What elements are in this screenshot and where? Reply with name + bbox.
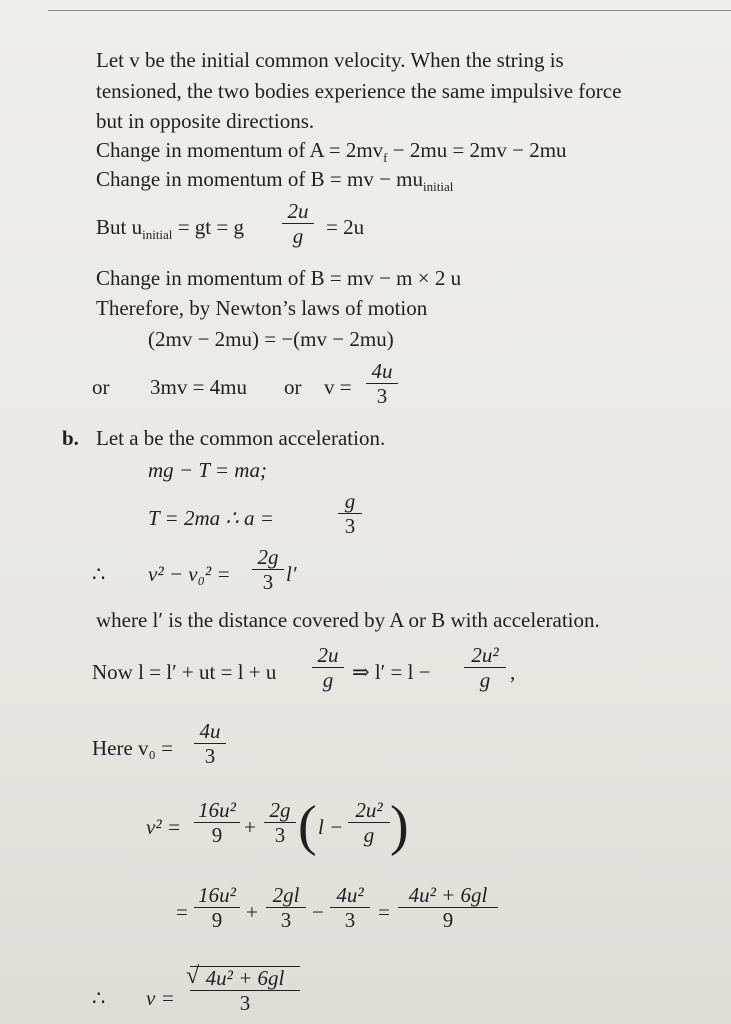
result-fraction-2: 2gl 3: [266, 884, 306, 931]
v2-plus: +: [244, 815, 256, 839]
momentum-b: Change in momentum of B = mv − $mu_{initial}$: [96, 167, 454, 195]
u-initial-line: But $u_{initial}$ = gt = g: [96, 215, 244, 243]
now-fraction-1: 2u g: [312, 644, 344, 691]
here-fraction: 4u 3: [194, 720, 226, 767]
part-b-label: b.: [62, 426, 79, 450]
result-minus: −: [312, 900, 324, 924]
or-1: or: [92, 375, 110, 399]
v2-fraction-2: 2g 3: [264, 799, 296, 846]
result-fraction-1: 16u² 9: [194, 884, 240, 931]
v-equals: v =: [324, 375, 352, 399]
momentum-b-2: Change in momentum of B = mv − m × 2 u: [96, 266, 462, 290]
or-2: or: [284, 375, 302, 399]
result-equals-2: =: [378, 900, 390, 924]
v-fraction: 4u 3: [366, 360, 398, 407]
intro-line-2: tensioned, the two bodies experience the same impulsive force: [96, 79, 622, 103]
part-b-text: Let a be the common acceleration.: [96, 426, 386, 450]
therefore-1: ∴: [92, 562, 106, 586]
part-b-eq1: mg − T = ma;: [148, 458, 267, 482]
here-line: Here v₀ =: [92, 736, 173, 760]
now-mid: ⇒ l′ = l −: [352, 660, 431, 684]
v2-label: v² =: [146, 815, 182, 839]
paren-right: ): [390, 795, 409, 857]
momentum-a: Change in momentum of $A = 2mv_f - 2mu = 2mv - 2mu$: [96, 138, 567, 166]
top-rule: [48, 10, 731, 11]
paren-left: (: [298, 795, 317, 857]
paren-l: l −: [318, 815, 344, 839]
part-b-eq2: T = 2ma ∴ a =: [148, 506, 274, 530]
or-eq-1: 3mv = 4mu: [150, 375, 248, 399]
part-b-eq3: v² − v₀² =: [148, 562, 231, 586]
newton-equation: (2mv − 2mu) = −(mv − 2mu): [148, 327, 394, 351]
final-v: v =: [146, 986, 175, 1010]
now-fraction-2: 2u² g: [464, 644, 506, 691]
now-tail: ,: [510, 660, 516, 684]
eq3-fraction: 2g 3: [252, 546, 284, 593]
result-fraction-3: 4u² 3: [330, 884, 370, 931]
result-equals-1: =: [176, 900, 188, 924]
v2-fraction-1: 16u² 9: [194, 799, 240, 846]
a-fraction: g 3: [338, 490, 362, 537]
where-line: where l′ is the distance covered by A or B with acceleration.: [96, 608, 600, 632]
newton-text: Therefore, by Newton’s laws of motion: [96, 296, 428, 320]
therefore-final: ∴: [92, 986, 106, 1010]
u-initial-result: = 2u: [326, 215, 365, 239]
final-fraction: 4u² + 6gl 3: [190, 966, 300, 1014]
result-fraction-4: 4u² + 6gl 9: [398, 884, 498, 931]
intro-line-3: but in opposite directions.: [96, 109, 315, 133]
sqrt-sign: √: [186, 963, 200, 989]
u-initial-fraction: 2u g: [282, 200, 314, 247]
now-line: Now l = l′ + ut = l + u: [92, 660, 277, 684]
result-plus: +: [246, 900, 258, 924]
intro-line-1: Let v be the initial common velocity. When the string is: [96, 48, 564, 72]
eq3-tail: l′: [286, 562, 297, 586]
v2-fraction-3: 2u² g: [348, 799, 390, 846]
